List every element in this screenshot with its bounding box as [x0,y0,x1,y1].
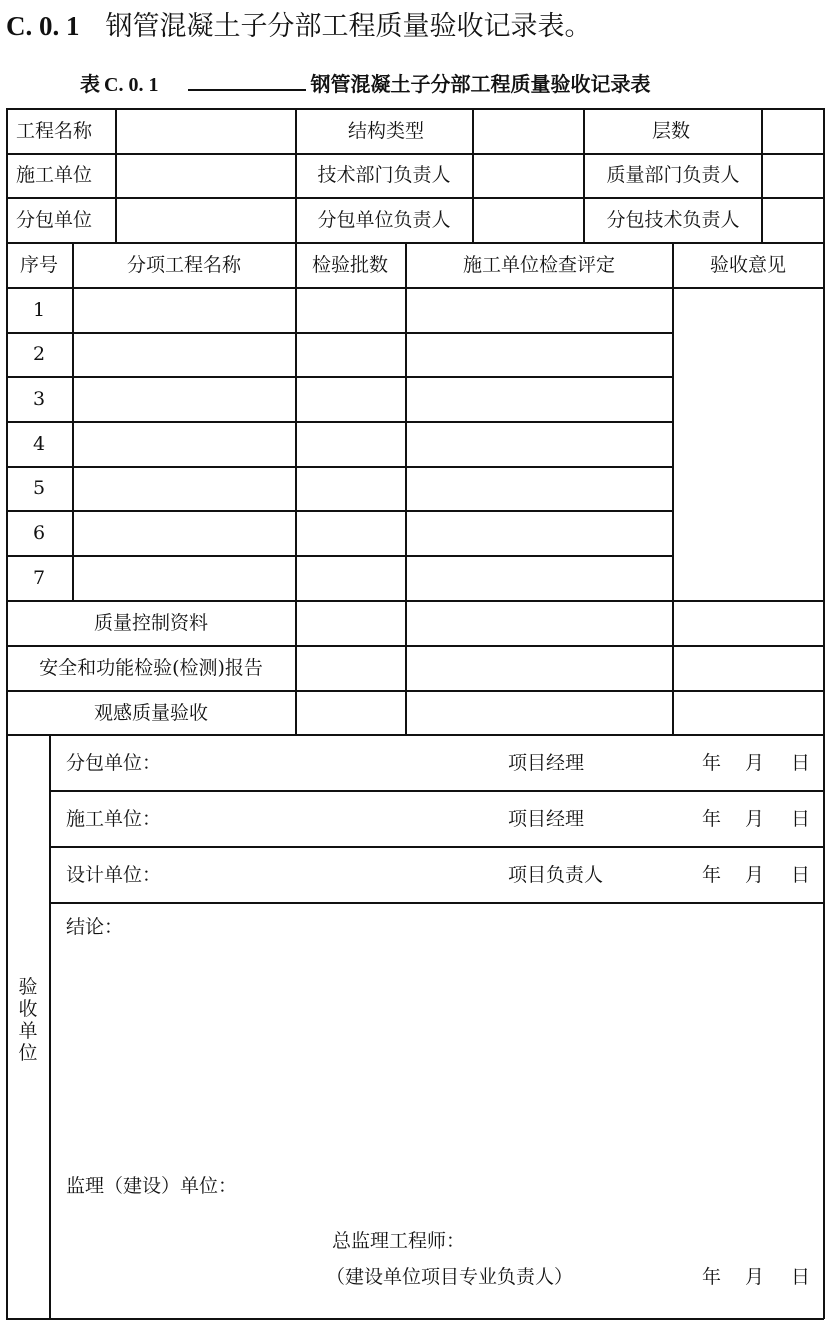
structure-type-label: 结构类型 [347,120,425,142]
rule [49,734,51,1319]
heading-title: 钢管混凝土子分部工程质量验收记录表。 [105,11,592,42]
date-year: 年 [702,808,722,830]
subcontract-pm-label: 项目经理 [508,752,585,774]
date-month: 月 [745,1266,765,1288]
rule [49,846,824,848]
safety-function-report-label: 安全和功能检验(检测)报告 [39,657,263,679]
row-number: 1 [32,299,46,321]
rule [6,421,673,423]
table-caption [80,68,650,97]
document-heading [6,4,592,43]
col-acceptance-opinion: 验收意见 [709,254,787,276]
rule [6,600,824,602]
subcontract-sign-label: 分包单位： [66,752,162,774]
supervision-unit-label: 监理（建设）单位： [66,1175,238,1197]
rule [6,287,824,289]
construction-unit-label: 施工单位 [16,164,93,186]
acceptance-units-side-label: 验收单位 [18,976,38,1064]
row-number: 2 [32,343,46,365]
rule [6,734,824,736]
date-year: 年 [702,864,722,886]
date-month: 月 [745,864,765,886]
caption-title: 钢管混凝土子分部工程质量验收记录表 [310,72,651,96]
rule [6,645,824,647]
border-bottom [6,1318,824,1320]
quality-control-docs-label: 质量控制资料 [93,612,209,634]
quality-dept-head-field[interactable] [763,155,822,196]
subcontract-unit-label: 分包单位 [16,209,93,231]
rule [6,510,673,512]
row-number: 4 [32,433,46,455]
col-subitem-name: 分项工程名称 [126,254,242,276]
subcontract-tech-head-field[interactable] [763,199,822,241]
conclusion-field[interactable] [52,942,822,1162]
caption-label: 表 [80,72,100,96]
project-name-label: 工程名称 [16,120,93,142]
tech-dept-head-field[interactable] [474,155,582,196]
owner-rep-label: （建设单位项目专业负责人） [326,1266,574,1288]
heading-number: C. 0. 1 [6,11,80,41]
subcontract-unit-head-field[interactable] [474,199,582,241]
date-year: 年 [702,752,722,774]
date-year: 年 [702,1266,722,1288]
rule [295,108,297,734]
border-left [6,108,8,1319]
acceptance-record-table [6,108,824,1319]
date-day: 日 [791,808,811,830]
date-day: 日 [791,752,811,774]
rule [6,376,673,378]
row-number: 7 [32,567,46,589]
rule [72,242,74,600]
row-number: 6 [32,522,46,544]
subcontract-unit-field[interactable] [117,199,294,241]
subcontract-tech-head-label: 分包技术负责人 [606,209,740,231]
contractor-sign-label: 施工单位： [66,808,162,830]
border-right [823,108,825,1319]
date-month: 月 [745,752,765,774]
subcontract-unit-head-label: 分包单位负责人 [317,209,451,231]
col-contractor-eval: 施工单位检查评定 [462,254,616,276]
rule [6,555,673,557]
floors-label: 层数 [652,120,691,142]
rule [583,108,585,242]
tech-dept-head-label: 技术部门负责人 [317,164,451,186]
floors-field[interactable] [763,110,822,152]
rule [49,902,824,904]
date-day: 日 [791,864,811,886]
rule [405,242,407,734]
rule [6,242,824,244]
row-number: 5 [32,477,46,499]
rule [6,690,824,692]
rule [6,466,673,468]
project-name-field[interactable] [117,110,294,152]
design-sign-label: 设计单位： [66,864,162,886]
date-day: 日 [791,1266,811,1288]
caption-number: C. 0. 1 [104,74,159,96]
chief-engineer-label: 总监理工程师： [332,1230,466,1252]
construction-unit-field[interactable] [117,155,294,196]
contractor-pm-label: 项目经理 [508,808,585,830]
quality-dept-head-label: 质量部门负责人 [606,164,740,186]
caption-blank-line[interactable] [188,71,306,91]
design-lead-label: 项目负责人 [508,864,604,886]
date-month: 月 [745,808,765,830]
structure-type-field[interactable] [474,110,582,152]
col-batch-count: 检验批数 [311,254,389,276]
rule [49,790,824,792]
rule [6,332,673,334]
rule [672,242,674,734]
row-number: 3 [32,388,46,410]
appearance-quality-label: 观感质量验收 [93,702,209,724]
col-seq: 序号 [19,254,59,276]
conclusion-label: 结论： [66,916,124,938]
